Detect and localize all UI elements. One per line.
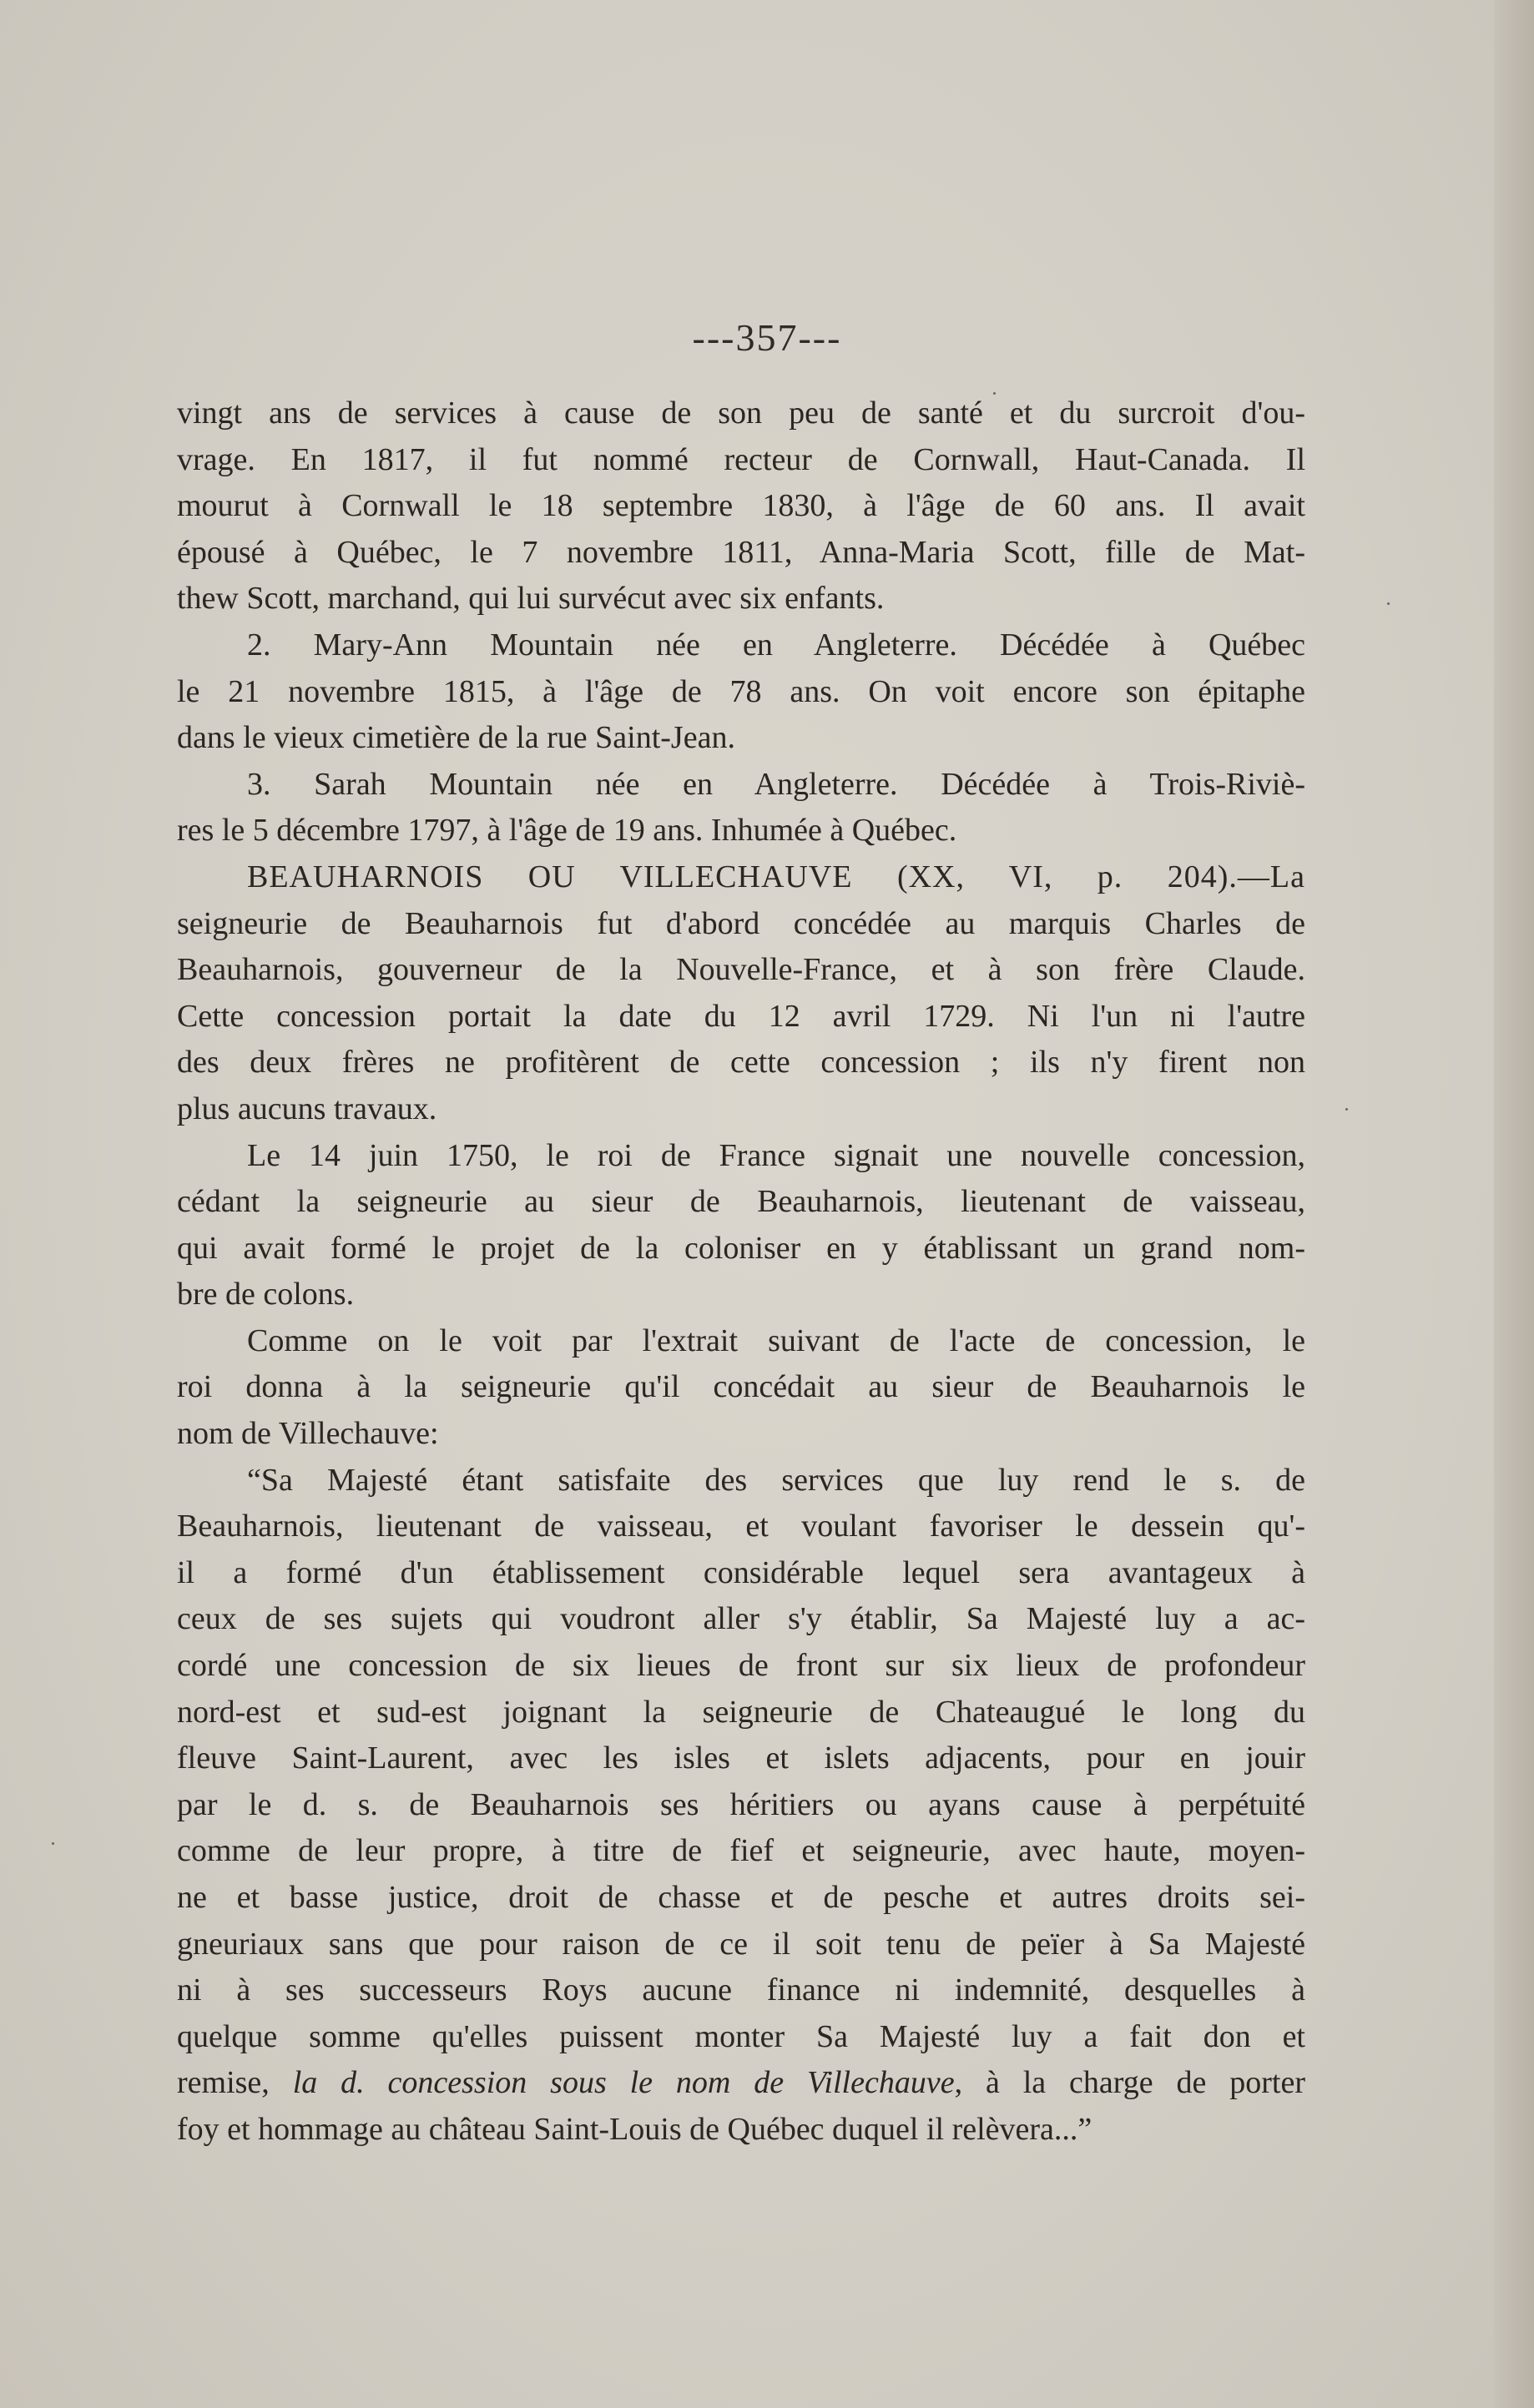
quote-line: “Sa Majesté étant satisfaite des services que luy rend le s. de	[247, 1462, 1305, 1498]
quote-line: nord-est et sud-est joignant la seigneurie de Chateaugué le long du	[177, 1694, 1305, 1730]
text-line: Le 14 juin 1750, le roi de France signait une nouvelle concession,	[247, 1137, 1305, 1173]
text-line: thew Scott, marchand, qui lui survécut avec six enfants.	[177, 581, 885, 617]
text-line: 3. Sarah Mountain née en Angleterre. Décédée à Trois-Riviè-	[247, 766, 1305, 802]
paper-speck	[52, 1842, 54, 1845]
text-line: le 21 novembre 1815, à l'âge de 78 ans. On voit encore son épitaphe	[177, 673, 1305, 709]
text-line: seigneurie de Beauharnois fut d'abord concédée au marquis Charles de	[177, 905, 1305, 941]
text-line: vingt ans de services à cause de son peu de santé et du surcroit d'ou-	[177, 395, 1305, 431]
quote-line: fleuve Saint-Laurent, avec les isles et islets adjacents, pour en jouir	[177, 1741, 1305, 1776]
text-line: plus aucuns travaux.	[177, 1091, 437, 1126]
italic-title: la d. concession sous le nom de Villechauve	[292, 2065, 955, 2101]
text-line: Comme on le voit par l'extrait suivant de l'acte de concession, le	[247, 1322, 1305, 1358]
quote-line: il a formé d'un établissement considérable lequel sera avantageux à	[177, 1554, 1305, 1590]
paper-speck	[1345, 1108, 1348, 1111]
section-heading-line: BEAUHARNOIS OU VILLECHAUVE (XX, VI, p. 204).—La	[247, 859, 1305, 894]
page-number: ---357---	[692, 316, 842, 359]
text-line: des deux frères ne profitèrent de cette concession ; ils n'y firent non	[177, 1045, 1305, 1081]
quote-line: comme de leur propre, à titre de fief et seigneurie, avec haute, moyen-	[177, 1833, 1305, 1869]
text-line: Cette concession portait la date du 12 avril 1729. Ni l'un ni l'autre	[177, 998, 1305, 1034]
quote-line: par le d. s. de Beauharnois ses héritiers ou ayans cause à perpétuité	[177, 1786, 1305, 1822]
quote-line: Beauharnois, lieutenant de vaisseau, et voulant favoriser le dessein qu'-	[177, 1509, 1305, 1544]
quote-line: foy et hommage au château Saint-Louis de Québec duquel il relèvera...”	[177, 2111, 1092, 2147]
text-line: qui avait formé le projet de la coloniser en y établissant un grand nom-	[177, 1230, 1305, 1266]
text-line: nom de Villechauve:	[177, 1416, 439, 1452]
text-line: Beauharnois, gouverneur de la Nouvelle-France, et à son frère Claude.	[177, 952, 1305, 988]
text-line: épousé à Québec, le 7 novembre 1811, Anna-Maria Scott, fille de Mat-	[177, 534, 1305, 570]
text-line: roi donna à la seigneurie qu'il concédait au sieur de Beauharnois le	[177, 1369, 1305, 1405]
page-edge-shadow	[1494, 0, 1534, 2408]
text-line: mourut à Cornwall le 18 septembre 1830, à l'âge de 60 ans. Il avait	[177, 488, 1305, 524]
quote-line-with-italic	[177, 2060, 1305, 2107]
text-line: bre de colons.	[177, 1277, 355, 1312]
quote-line: ni à ses successeurs Roys aucune finance ni indemnité, desquelles à	[177, 1972, 1305, 2008]
quote-line: gneuriaux sans que pour raison de ce il soit tenu de peïer à Sa Majesté	[177, 1926, 1305, 1962]
quote-line: ne et basse justice, droit de chasse et de pesche et autres droits sei-	[177, 1880, 1305, 1915]
text-line: cédant la seigneurie au sieur de Beauharnois, lieutenant de vaisseau,	[177, 1184, 1305, 1220]
text-line: res le 5 décembre 1797, à l'âge de 19 ans. Inhumée à Québec.	[177, 813, 957, 849]
paper-speck	[1387, 602, 1390, 605]
text-line: 2. Mary-Ann Mountain née en Angleterre. Décédée à Québec	[247, 627, 1305, 662]
text-line: vrage. En 1817, il fut nommé recteur de Cornwall, Haut-Canada. Il	[177, 441, 1305, 477]
quote-line: quelque somme qu'elles puissent monter Sa Majesté luy a fait don et	[177, 2018, 1305, 2054]
body-text	[177, 390, 1305, 2154]
line-post-text: , à la charge de porter	[954, 2065, 1305, 2101]
quote-line: cordé une concession de six lieues de front sur six lieux de profondeur	[177, 1648, 1305, 1684]
line-pre-text: remise,	[177, 2065, 293, 2101]
text-line: dans le vieux cimetière de la rue Saint-Jean.	[177, 720, 735, 756]
quote-line: ceux de ses sujets qui voudront aller s'y établir, Sa Majesté luy a ac-	[177, 1601, 1305, 1637]
